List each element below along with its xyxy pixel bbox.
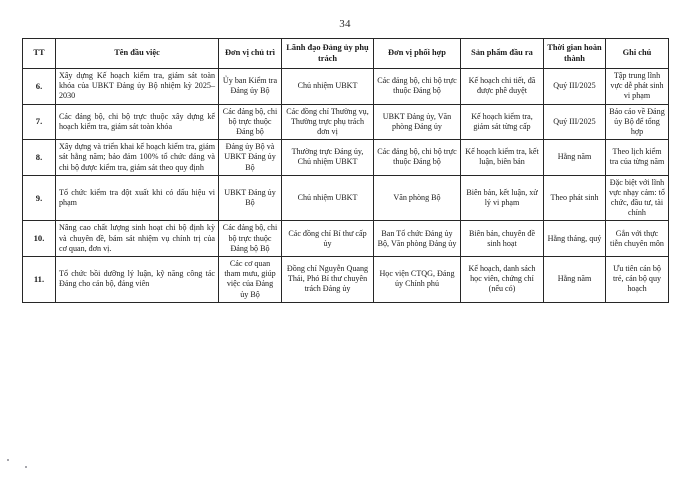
cell-coordinating-unit: Ban Tổ chức Đảng ủy Bộ, Văn phòng Đảng ủy (374, 221, 461, 257)
cell-lead-unit: Các cơ quan tham mưu, giúp việc của Đảng ủy Bộ (219, 257, 282, 303)
cell-notes: Ưu tiên cán bộ trẻ, cán bộ quy hoạch (606, 257, 669, 303)
work-plan-table (22, 38, 669, 303)
header-task-name: Tên đầu việc (56, 39, 219, 69)
table-row (23, 69, 669, 105)
cell-lead-unit: Các đảng bộ, chi bộ trực thuộc Đảng bộ (219, 104, 282, 140)
cell-notes: Gắn với thực tiễn chuyên môn (606, 221, 669, 257)
cell-party-leader: Đồng chí Nguyễn Quang Thái, Phó Bí thư chuyên trách Đảng ủy (282, 257, 374, 303)
table-row (23, 104, 669, 140)
table-row (23, 140, 669, 176)
table-body (23, 69, 669, 303)
cell-notes: Tập trung lĩnh vực dễ phát sinh vi phạm (606, 69, 669, 105)
table-header (23, 39, 669, 69)
header-completion-time: Thời gian hoàn thành (544, 39, 606, 69)
cell-party-leader: Chủ nhiệm UBKT (282, 69, 374, 105)
cell-completion-time: Quý III/2025 (544, 69, 606, 105)
header-tt: TT (23, 39, 56, 69)
table-row (23, 257, 669, 303)
table-container (0, 38, 690, 303)
cell-completion-time: Theo phát sinh (544, 175, 606, 221)
table-row (23, 221, 669, 257)
cell-lead-unit: Đảng ủy Bộ và UBKT Đảng ủy Bộ (219, 140, 282, 176)
header-party-leader: Lãnh đạo Đảng ủy phụ trách (282, 39, 374, 69)
cell-coordinating-unit: UBKT Đảng ủy, Văn phòng Đảng ủy (374, 104, 461, 140)
cell-tt: 11. (23, 257, 56, 303)
cell-completion-time: Hằng năm (544, 140, 606, 176)
cell-notes: Báo cáo về Đảng ủy Bộ để tổng hợp (606, 104, 669, 140)
cell-coordinating-unit: Các đảng bộ, chi bộ trực thuộc Đảng bộ (374, 140, 461, 176)
cell-party-leader: Các đồng chí Thường vụ, Thường trực phụ trách đơn vị (282, 104, 374, 140)
cell-output-product: Biên bản, kết luận, xử lý vi phạm (461, 175, 544, 221)
header-coordinating-unit: Đơn vị phối hợp (374, 39, 461, 69)
cell-party-leader: Thường trực Đảng ủy, Chủ nhiệm UBKT (282, 140, 374, 176)
cell-coordinating-unit: Văn phòng Bộ (374, 175, 461, 221)
cell-task-name: Xây dựng Kế hoạch kiểm tra, giám sát toàn khóa của UBKT Đảng ủy Bộ nhiệm kỳ 2025–2030 (56, 69, 219, 105)
cell-output-product: Kế hoạch kiểm tra, kết luận, biên bản (461, 140, 544, 176)
cell-party-leader: Các đồng chí Bí thư cấp ủy (282, 221, 374, 257)
cell-task-name: Xây dựng và triển khai kế hoạch kiểm tra, giám sát hằng năm; bảo đảm 100% tổ chức đảng và chi bộ được kiểm tra, giám sát theo quy định (56, 140, 219, 176)
cell-task-name: Tổ chức kiểm tra đột xuất khi có dấu hiệu vi phạm (56, 175, 219, 221)
cell-task-name: Các đảng bộ, chi bộ trực thuộc xây dựng kế hoạch kiểm tra, giám sát toàn khóa (56, 104, 219, 140)
cell-notes: Đặc biệt với lĩnh vực nhạy cảm: tổ chức, đầu tư, tài chính (606, 175, 669, 221)
cell-output-product: Kế hoạch kiểm tra, giám sát từng cấp (461, 104, 544, 140)
cell-output-product: Kế hoạch, danh sách học viên, chứng chỉ (nếu có) (461, 257, 544, 303)
cell-notes: Theo lịch kiểm tra của từng năm (606, 140, 669, 176)
cell-tt: 6. (23, 69, 56, 105)
header-notes: Ghi chú (606, 39, 669, 69)
header-output-product: Sản phẩm đầu ra (461, 39, 544, 69)
page-number: 34 (339, 18, 351, 30)
cell-completion-time: Hằng năm (544, 257, 606, 303)
header-row (23, 39, 669, 69)
cell-tt: 8. (23, 140, 56, 176)
cell-tt: 10. (23, 221, 56, 257)
scan-artifact-speck (7, 459, 9, 461)
cell-output-product: Biên bản, chuyên đề sinh hoạt (461, 221, 544, 257)
scan-artifact-speck (25, 466, 27, 468)
cell-task-name: Nâng cao chất lượng sinh hoạt chi bộ định kỳ và chuyên đề, bám sát nhiệm vụ chính trị của cơ quan, đơn vị. (56, 221, 219, 257)
cell-output-product: Kế hoạch chi tiết, đã được phê duyệt (461, 69, 544, 105)
cell-tt: 7. (23, 104, 56, 140)
table-row (23, 175, 669, 221)
cell-tt: 9. (23, 175, 56, 221)
header-lead-unit: Đơn vị chủ trì (219, 39, 282, 69)
cell-coordinating-unit: Các đảng bộ, chi bộ trực thuộc Đảng bộ (374, 69, 461, 105)
cell-lead-unit: Ủy ban Kiểm tra Đảng ủy Bộ (219, 69, 282, 105)
cell-completion-time: Hằng tháng, quý (544, 221, 606, 257)
cell-coordinating-unit: Học viện CTQG, Đảng ủy Chính phủ (374, 257, 461, 303)
cell-task-name: Tổ chức bồi dưỡng lý luận, kỹ năng công tác Đảng cho cán bộ, đảng viên (56, 257, 219, 303)
cell-party-leader: Chủ nhiệm UBKT (282, 175, 374, 221)
cell-completion-time: Quý III/2025 (544, 104, 606, 140)
cell-lead-unit: Các đảng bộ, chi bộ trực thuộc Đảng bộ Bộ (219, 221, 282, 257)
cell-lead-unit: UBKT Đảng ủy Bộ (219, 175, 282, 221)
